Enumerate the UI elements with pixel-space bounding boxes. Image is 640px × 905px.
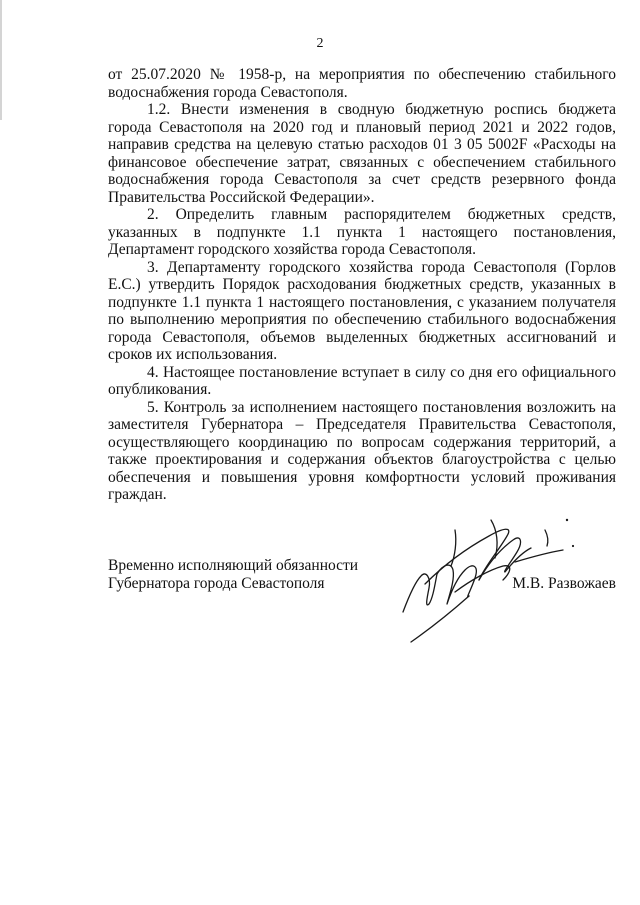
paragraph-continuation: от 25.07.2020 № 1958-р, на мероприятия по обеспечению стабильного водоснабжения города Севастополя.	[108, 66, 616, 101]
paragraph-4: 4. Настоящее постановление вступает в силу со дня его официального опубликования.	[108, 363, 616, 398]
page-number: 2	[316, 36, 324, 51]
signer-position-line-2: Губернатора города Севастополя	[108, 575, 325, 592]
paragraph-3: 3. Департаменту городского хозяйства города Севастополя (Горлов Е.С.) утвердить Порядок расходования бюджетных средств, указанных в подпункте 1.1 пункта 1 настоящего постановления, с указанием получателя по выполнению мероприятия по обеспечению стабильного водоснабжения города Севастополя, объемов выделенных бюджетных ассигнований и сроков их использования.	[108, 258, 616, 363]
handwritten-signature	[395, 500, 610, 650]
paragraph-5: 5. Контроль за исполнением настоящего постановления возложить на заместителя Губернатора – Председателя Правительства Севастополя, осуществляющего координацию по вопросам содержания территорий, а также проектирования и содержания объектов благоустройства с целью обеспечения и повышения уровня комфортности условий проживания граждан.	[108, 398, 616, 503]
signer-position-line-1: Временно исполняющий обязанности	[108, 557, 359, 574]
paragraph-1-2: 1.2. Внести изменения в сводную бюджетную роспись бюджета города Севастополя на 2020 год и плановый период 2021 и 2022 годов, направив средства на целевую статью расходов 01 3 05 5002F «Расходы на финансовое обеспечение затрат, связанных с обеспечением стабильного водоснабжения города Севастополя за счет средств резервного фонда Правительства Российской Федерации».	[108, 101, 616, 206]
signer-name: М.В. Развожаев	[512, 575, 616, 592]
paragraph-2: 2. Определить главным распорядителем бюджетных средств, указанных в подпункте 1.1 пункта 1 настоящего постановления, Департамент городского хозяйства города Севастополя.	[108, 206, 616, 258]
document-body	[108, 66, 616, 504]
scan-margin-mark	[0, 0, 2, 120]
